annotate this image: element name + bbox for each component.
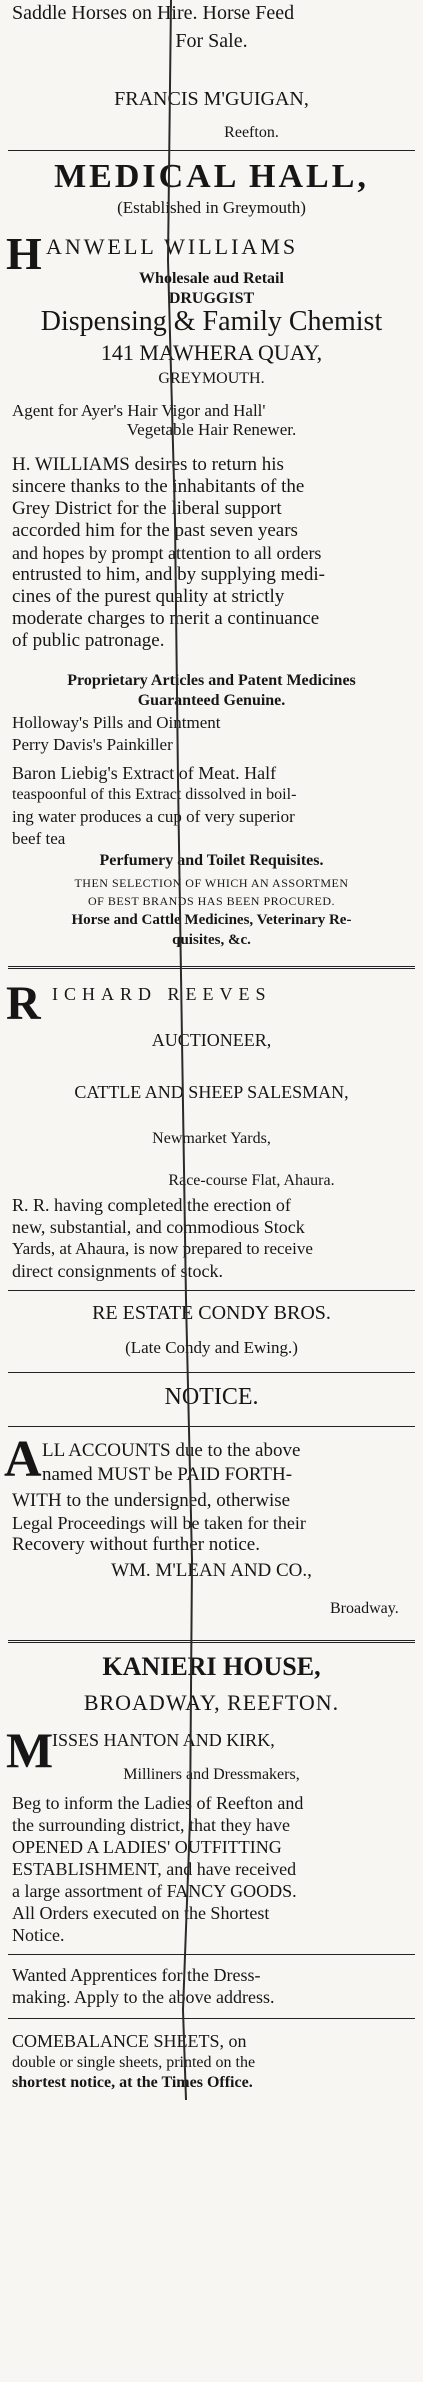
kanieri-address: BROADWAY, REEFTON.: [83, 1690, 340, 1715]
list-item: beef tea: [12, 829, 66, 848]
kanieri-proprietors: ISSES HANTON AND KIRK,: [52, 1730, 275, 1750]
body-line: Recovery without further notice.: [12, 1534, 260, 1555]
notice-signature: WM. M'LEAN AND CO.,: [111, 1560, 312, 1581]
list-item: ing water produces a cup of very superior: [12, 807, 295, 826]
list-item: Guaranteed Genuine.: [137, 692, 286, 709]
divider: [8, 1290, 415, 1291]
list-item: Perfumery and Toilet Requisites.: [99, 852, 324, 869]
town-line: GREYMOUTH.: [158, 370, 265, 387]
body-line: moderate charges to merit a continuance: [12, 608, 320, 629]
medical-hall-title: MEDICAL HALL,: [54, 158, 369, 195]
drop-cap-r: R: [6, 977, 41, 1030]
body-line: Notice.: [12, 1925, 65, 1945]
auctioneer-name: ICHARD REEVES: [52, 984, 272, 1004]
comebalance-line-2: double or single sheets, printed on the: [12, 2054, 256, 2071]
body-line: Grey District for the liberal support: [12, 498, 282, 519]
drop-cap-a: A: [4, 1431, 42, 1488]
yards-line: Newmarket Yards,: [152, 1130, 271, 1147]
divider: [8, 150, 415, 151]
ad-saddle-horses-line: Saddle Horses on Hire. Horse Feed: [12, 2, 295, 24]
list-item: Baron Liebig's Extract of Meat. Half: [12, 763, 277, 783]
drop-cap-h: H: [6, 228, 42, 279]
dispensing-chemist-line: Dispensing & Family Chemist: [40, 306, 383, 337]
divider: [8, 2018, 415, 2019]
comebalance-line-1: COMEBALANCE SHEETS, on: [12, 2031, 247, 2051]
divider: [8, 1372, 415, 1373]
body-line: direct consignments of stock.: [12, 1261, 223, 1281]
notice-place: Broadway.: [330, 1600, 399, 1617]
notice-line-2: named MUST be PAID FORTH-: [42, 1464, 293, 1485]
list-item: THEN SELECTION OF WHICH AN ASSORTMEN: [74, 876, 349, 890]
notice-title: NOTICE.: [164, 1384, 259, 1410]
wanted-line-2: making. Apply to the above address.: [12, 1987, 275, 2007]
proprietor-name: ANWELL WILLIAMS: [46, 234, 299, 259]
body-line: a large assortment of FANCY GOODS.: [12, 1881, 297, 1901]
agent-line-2: Vegetable Hair Renewer.: [126, 420, 297, 439]
list-item: Proprietary Articles and Patent Medicines: [67, 672, 356, 689]
kanieri-trade: Milliners and Dressmakers,: [123, 1766, 300, 1783]
list-item: Perry Davis's Painkiller: [12, 735, 173, 754]
body-line: new, substantial, and commodious Stock: [12, 1217, 305, 1237]
body-line: WITH to the undersigned, otherwise: [12, 1490, 291, 1511]
body-line: sincere thanks to the inhabitants of the: [12, 476, 305, 497]
race-line: Race-course Flat, Ahaura.: [168, 1172, 335, 1189]
divider: [8, 1426, 415, 1427]
kanieri-title: KANIERI HOUSE,: [102, 1652, 321, 1681]
body-line: Beg to inform the Ladies of Reefton and: [12, 1793, 304, 1813]
comebalance-line-3: shortest notice, at the Times Office.: [12, 2074, 253, 2091]
body-line: ESTABLISHMENT, and have received: [12, 1859, 297, 1879]
body-line: entrusted to him, and by supplying medi-: [12, 564, 325, 585]
body-line: Legal Proceedings will be taken for their: [12, 1513, 306, 1533]
body-line: cines of the purest quality at strictly: [12, 586, 285, 607]
body-line: the surrounding district, that they have: [12, 1815, 290, 1835]
body-line: of public patronage.: [12, 630, 165, 651]
list-item: Horse and Cattle Medicines, Veterinary Re-: [71, 912, 352, 928]
ad-proprietor-name: FRANCIS M'GUIGAN,: [114, 88, 309, 110]
condy-title: RE ESTATE CONDY BROS.: [92, 1302, 331, 1324]
agent-line-1: Agent for Ayer's Hair Vigor and Hall': [12, 401, 266, 420]
body-line: All Orders executed on the Shortest: [12, 1903, 270, 1923]
list-item: OF BEST BRANDS HAS BEEN PROCURED.: [88, 894, 335, 908]
list-item: quisites, &c.: [172, 932, 251, 948]
medical-hall-established: (Established in Greymouth): [117, 198, 306, 217]
divider: [8, 1954, 415, 1955]
ad-place: Reefton.: [224, 124, 279, 141]
body-line: and hopes by prompt attention to all orders: [12, 543, 322, 563]
divider: [8, 966, 415, 969]
salesman-title: CATTLE AND SHEEP SALESMAN,: [74, 1082, 349, 1102]
address-line: 141 MAWHERA QUAY,: [100, 340, 323, 365]
condy-subtitle: (Late Condy and Ewing.): [125, 1338, 298, 1357]
body-line: OPENED A LADIES' OUTFITTING: [12, 1837, 282, 1857]
divider: [8, 1640, 415, 1643]
body-line: H. WILLIAMS desires to return his: [12, 454, 284, 475]
body-line: accorded him for the past seven years: [12, 520, 298, 541]
ad-for-sale-line: For Sale.: [175, 30, 248, 52]
drop-cap-m: M: [6, 1722, 54, 1778]
body-line: R. R. having completed the erection of: [12, 1195, 291, 1215]
druggist-line: DRUGGIST: [168, 290, 255, 307]
wholesale-line: Wholesale aud Retail: [139, 270, 284, 287]
auctioneer-title: AUCTIONEER,: [151, 1030, 272, 1050]
wanted-line-1: Wanted Apprentices for the Dress-: [12, 1965, 261, 1985]
body-line: Yards, at Ahaura, is now prepared to receive: [12, 1239, 313, 1258]
list-item: Holloway's Pills and Ointment: [12, 713, 221, 732]
notice-line-1: LL ACCOUNTS due to the above: [42, 1440, 301, 1461]
list-item: teaspoonful of this Extract dissolved in boil-: [12, 786, 297, 803]
